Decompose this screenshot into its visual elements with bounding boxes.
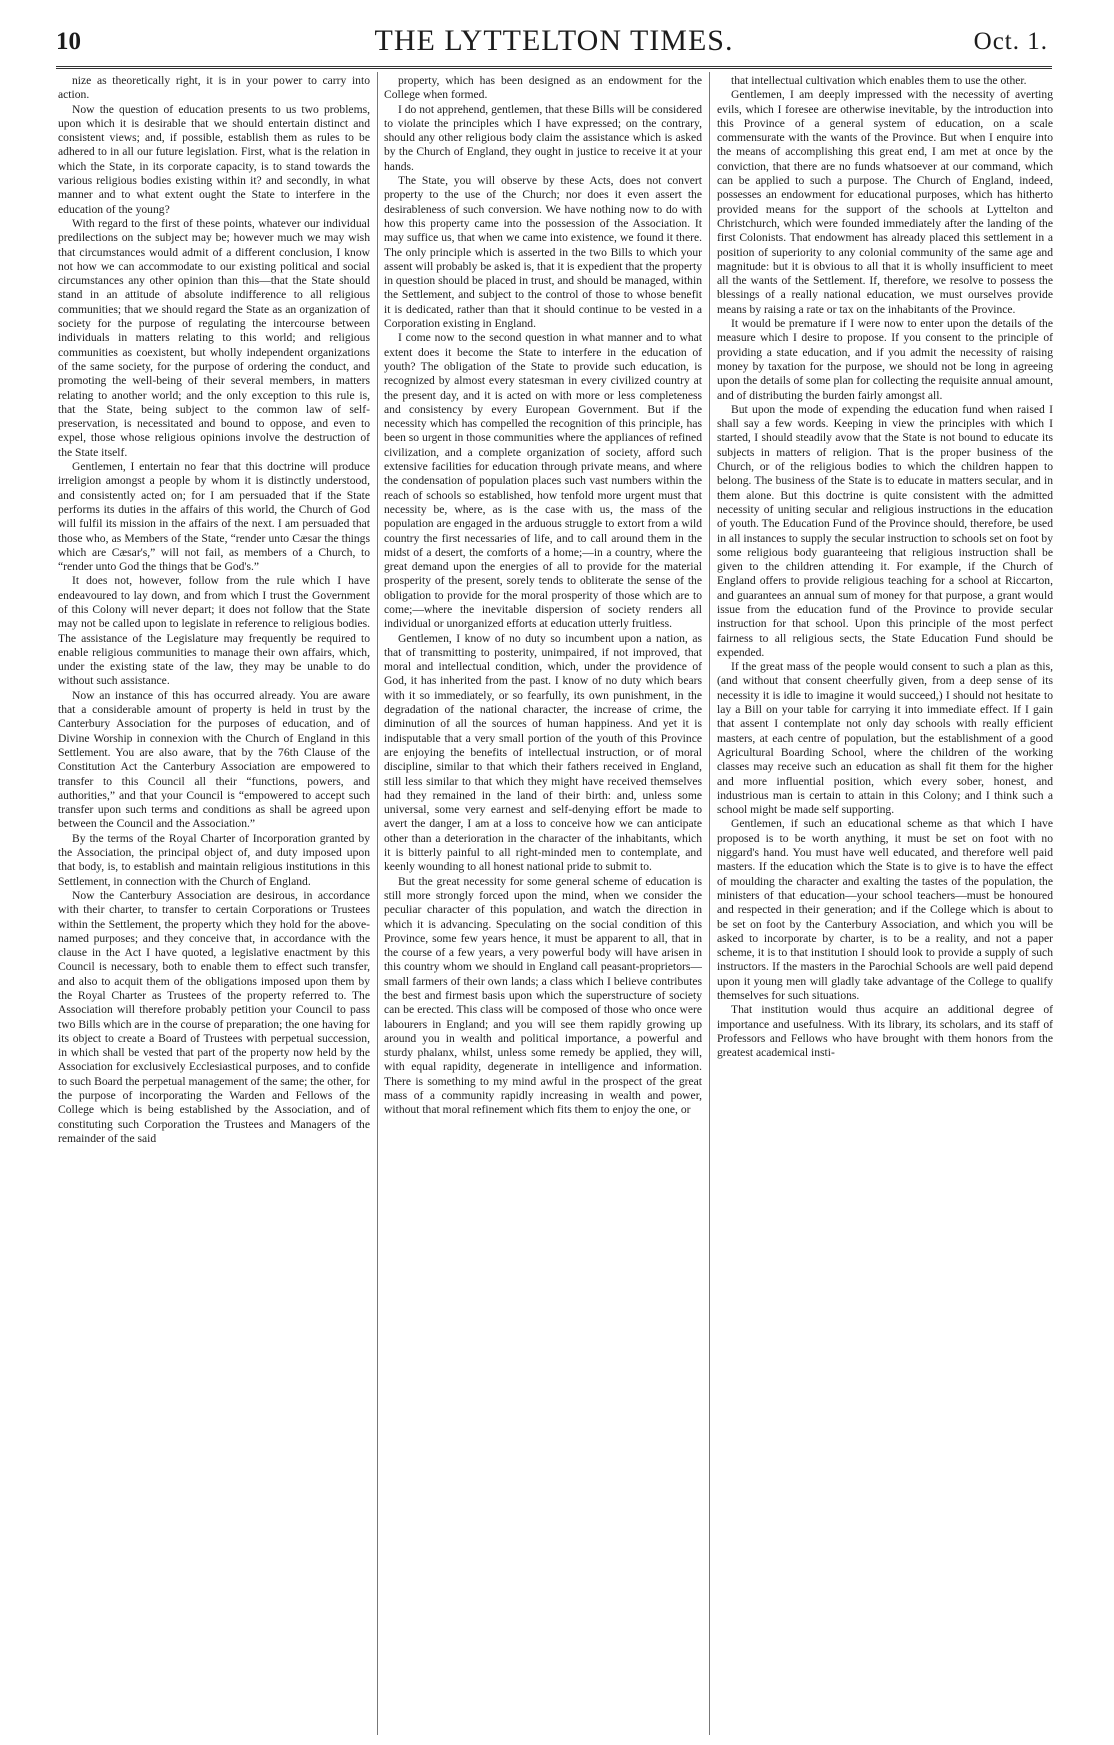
paragraph: Gentlemen, if such an educational scheme as that which I have proposed is to be worth anything, it must be set on foot with no niggard's hand. You must have well educated, and therefore well paid masters. If the education which the State is to give is to have the effect of moulding the character and exalting the tastes of the population, the ministers of that education—your school teachers—must be honoured and respected in their generation; and if the College which is about to be set on foot by the Canterbury Association, and which you will be asked to incorporate by charter, is to be a reality, and not a paper scheme, it is to that institution I should look to provide a supply of such instructors. If the masters in the Parochial Schools are well paid depend upon it young men will gladly take advantage of the College to qualify themselves for such situations. [717,817,1053,1002]
paragraph: The State, you will observe by these Acts, does not convert property to the use of the Church; nor does it even assert the desirableness of such conversion. We have nothing now to do with how this property came into the possession of the Association. It may suffice us, that when we came into existence, we found it there. The only principle which is asserted in the two Bills to which your assent will probably be asked is, that it is expedient that the property in question should be placed in trust, and should be managed, within the Settlement, and subject to the control of those to whose benefit it is dedicated, rather than that it should continue to be vested in a Corporation existing in England. [384,174,702,331]
paragraph: Now the Canterbury Association are desirous, in accordance with their charter, to transfer to certain Corporations or Trustees within the Settlement, the property which they hold for the above-named purposes; and they conceive that, in accordance with the clause in the Act I have quoted, a legislative enactment by this Council is necessary, both to enable them to effect such transfer, and also to acquit them of the obligations imposed upon them by the Royal Charter as Trustees of the property referred to. The Association will therefore probably petition your Council to pass two Bills which are in the course of preparation; the one having for its object to create a Board of Trustees with perpetual succession, in which shall be vested that part of the property now held by the Association for exclusively Ecclesiastical purposes, and to confide to such Board the perpetual management of the same; the other, for the purpose of incorporating the Warden and Fellows of the College which is being established by the Association, and of constituting such Corporation the Trustees and Managers of the remainder of the said [58,888,370,1145]
paragraph: With regard to the first of these points, whatever our individual predilections on the subject may be; however much we may wish that circumstances would admit of a different conclusion, I know not how we can accommodate to our existing political and social circumstances any other opinion than this—that the State should stand in an attitude of absolute indifference to all religious communities; that we should regard the State as an organization of society for the purpose of regulating the intercourse between individuals in matters relating to this world; and religious communities as coexistent, but wholly independent organizations of the same society, for the purpose of ordering the conduct, and promoting the well-being of their several members, in matters relating to another world; and the only exception to this rule is, that the State, being subject to the common law of self-preservation, is necessitated and bound to oppose, and even to expel, those whose religious opinions involve the destruction of the State itself. [58,216,370,459]
masthead-title: THE LYTTELTON TIMES. [374,24,734,57]
paragraph: Gentlemen, I know of no duty so incumbent upon a nation, as that of transmitting to posterity, unimpaired, if not improved, that moral and intellectual condition, which, under the providence of God, it has inherited from the past. I know of no duty which bears with it so immediately, or so fearfully, its own punishment, in the degradation of the national character, the increase of crime, the diminution of all the sources of human happiness. And yet it is indisputable that a very small portion of the youth of this Province are enjoying the benefits of intellectual instruction, or of moral discipline, similar to that which their fathers received in England, still less similar to that which they might have received themselves had they remained in the land of their birth: and, unless some universal, some very earnest and self-denying effort be made to avert the danger, I am at a loss to conceive how we can anticipate other than a deterioration in the character of the inhabitants, which it is bitterly painful to all right-minded men to contemplate, and keenly wounding to all honest national pride to submit to. [384,631,702,874]
article-column-2 [384,74,702,1737]
page-header [54,22,1054,62]
paragraph: I come now to the second question in what manner and to what extent does it become the State to interfere in the education of youth? The obligation of the State to provide such education, is recognized by almost every statesman in every civilized country at the present day, and it is acted on with more or less completeness and consistency by every European Government. But if the necessity which has compelled the recognition of this principle, has been so urgent in those communities where the appliances of refined civilization, and a complete organization of society, afford such extensive facilities for education through private means, and where the condensation of population places such vast numbers within the reach of schools so established, how tenfold more urgent must that necessity be, where, as is the case with us, the mass of the population are engaged in the arduous struggle to extort from a wild country the first necessaries of life, and to call around them in the midst of a desert, the comforts of a home;—in a country, where the great demand upon the energies of all to provide for the material prosperity of the present, sorely tends to obliterate the sense of the obligation to provide for the moral prosperity of those which are to come;—where the inevitable dispersion of society renders all individual or unorganized efforts at education utterly fruitless. [384,331,702,631]
paragraph: If the great mass of the people would consent to such a plan as this, (and without that consent cheerfully given, from a deep sense of its necessity it is idle to imagine it would succeed,) I should not hesitate to lay a Bill on your table for carrying it into immediate effect. If I gain that assent I contemplate not only day schools with really efficient masters, at each centre of population, but the establishment of a good Agricultural Boarding School, where the children of the working classes may receive such an education as shall fit them for the higher and more influential position, which every sober, honest, and industrious man is certain to attain in this Colony; and I think such a school might be made self supporting. [717,660,1053,817]
article-column-3 [717,74,1053,1737]
paragraph: But upon the mode of expending the education fund when raised I shall say a few words. Keeping in view the principles with which I started, I should steadily avow that the State is not bound to educate its subjects in matters of religion. That is the proper business of the Church, or of the religious bodies to which the children happen to belong. The business of the State is to educate in matters secular, and in them alone. But this doctrine is quite consistent with the admitted necessity of uniting secular and religious instructions in the education of youth. The Education Fund of the Province should, therefore, be used in all instances to supply the secular instruction to schools set on foot by some religious body guaranteeing that religious instruction shall be given to the children attending it. For example, if the Church of England offers to provide religious teaching for a school at Riccarton, and guarantees an annual sum of money for that purpose, a grant would issue from the education fund of the Province to provide secular instruction for that school. Upon this principle of the most perfect fairness to all religious sects, the State Education Fund should be expended. [717,402,1053,659]
paragraph: I do not apprehend, gentlemen, that these Bills will be considered to violate the principles which I have expressed; on the contrary, should any other religious body claim the assistance which is asked by the Church of England, they ought in justice to receive it at your hands. [384,102,702,173]
issue-date: Oct. 1. [973,28,1048,55]
paragraph: property, which has been designed as an endowment for the College when formed. [384,74,702,102]
paragraph: It would be premature if I were now to enter upon the details of the measure which I desire to propose. If you consent to the principle of providing a state education, and if you admit the necessity of raising money by taxation for the purpose, we should not be long in agreeing upon the details of some plan for collecting the requisite annual amount, and of distributing the burden fairly amongst all. [717,317,1053,402]
paragraph: Now the question of education presents to us two problems, upon which it is desirable that we should entertain distinct and consistent views; and, if possible, establish them as rules to be adhered to in all our future legislation. First, what is the relation in which the State, in its corporate capacity, is to stand towards the various religious bodies existing within it? and secondly, in what manner and to what extent ought the State to interfere in the education of the young? [58,102,370,216]
paragraph: that intellectual cultivation which enables them to use the other. [731,74,1027,87]
paragraph: nize as theoretically right, it is in your power to carry into action. [58,74,370,102]
paragraph: That institution would thus acquire an additional degree of importance and usefulness. With its library, its scholars, and its staff of Professors and Fellows who have brought with them honors from the greatest academical insti- [717,1003,1053,1060]
column-divider [709,72,710,1735]
paragraph: But the great necessity for some general scheme of education is still more strongly forced upon the mind, when we consider the peculiar character of this population, and watch the direction in which it is advancing. Speculating on the social condition of this Province, some few years hence, it must be apparent to all, that in the course of a few years, a very powerful body will have arisen in this country whom we should in England call peasant-proprietors—small farmers of their own lands; a class which I believe contributes the best and firmest basis upon which the superstructure of society can be erected. This class will be composed of those who once were labourers in England; and you will see them rapidly growing up around you in wealth and political importance, a powerful and sturdy phalanx, whilst, unless some remedy be applied, they will, with equal rapidity, degenerate in intelligence and information. There is something to my mind awful in the prospect of the great mass of a community rapidly increasing in wealth and power, without that moral refinement which fits them to enjoy the one, or [384,874,702,1117]
paragraph: Gentlemen, I entertain no fear that this doctrine will produce irreligion amongst a people by whom it is distinctly understood, and consistently acted on; for I am persuaded that if the State performs its duties in the affairs of this world, the Church of God will fulfil its mission in the affairs of the next. I am persuaded that those who, as Members of the State, “render unto Cæsar the things which are Cæsar's,” will not fail, as members of a Church, to “render unto God the things that be God's.” [58,460,370,574]
article-column-1 [58,74,370,1737]
paragraph: By the terms of the Royal Charter of Incorporation granted by the Association, the principal object of, and duty imposed upon that body, is, to establish and maintain religious institutions in this Settlement, in connection with the Church of England. [58,831,370,888]
paragraph: It does not, however, follow from the rule which I have endeavoured to lay down, and from which I trust the Government of this Colony will never depart; it does not follow that the State may not be called upon to legislate in reference to religious bodies. The assistance of the Legislature may frequently be required to enable religious communities to manage their own affairs, which, under the existing state of the law, they may be unable to do without such assistance. [58,574,370,688]
paragraph: Now an instance of this has occurred already. You are aware that a considerable amount of property is held in trust by the Canterbury Association for the purposes of education, and of Divine Worship in connexion with the Church of England in this Settlement. You are also aware, that by the 76th Clause of the Constitution Act the Canterbury Association are empowered to transfer to this Council all their “functions, powers, and authorities,” and that your Council is “empowered to accept such transfer upon such terms and conditions as shall be agreed upon between the Council and the Association.” [58,688,370,831]
header-rule [56,66,1052,69]
paragraph: Gentlemen, I am deeply impressed with the necessity of averting evils, which I foresee are otherwise inevitable, by the introduction into this Province of a general system of education, on a scale commensurate with the wants of the Province. But when I enquire into the means of accomplishing this great end, I am met at once by the conviction, that there are no funds whatsoever at our command, which can be applied to such a purpose. The Church of England, indeed, possesses an endowment for educational purposes, which has hitherto provided means for the support of the schools at Lyttelton and Christchurch, which were founded immediately after the landing of the first Colonists. That endowment has already placed this settlement in a position of superiority to any colonial community of the same age and magnitude: but it is obvious to all that it is wholly insufficient to meet all the wants of the Settlement. If, therefore, we resolve to possess the blessings of a really national education, we must ourselves provide means by raising a rate or tax on the inhabitants of the Province. [717,88,1053,316]
page-number: 10 [56,28,81,55]
column-divider [377,72,378,1735]
